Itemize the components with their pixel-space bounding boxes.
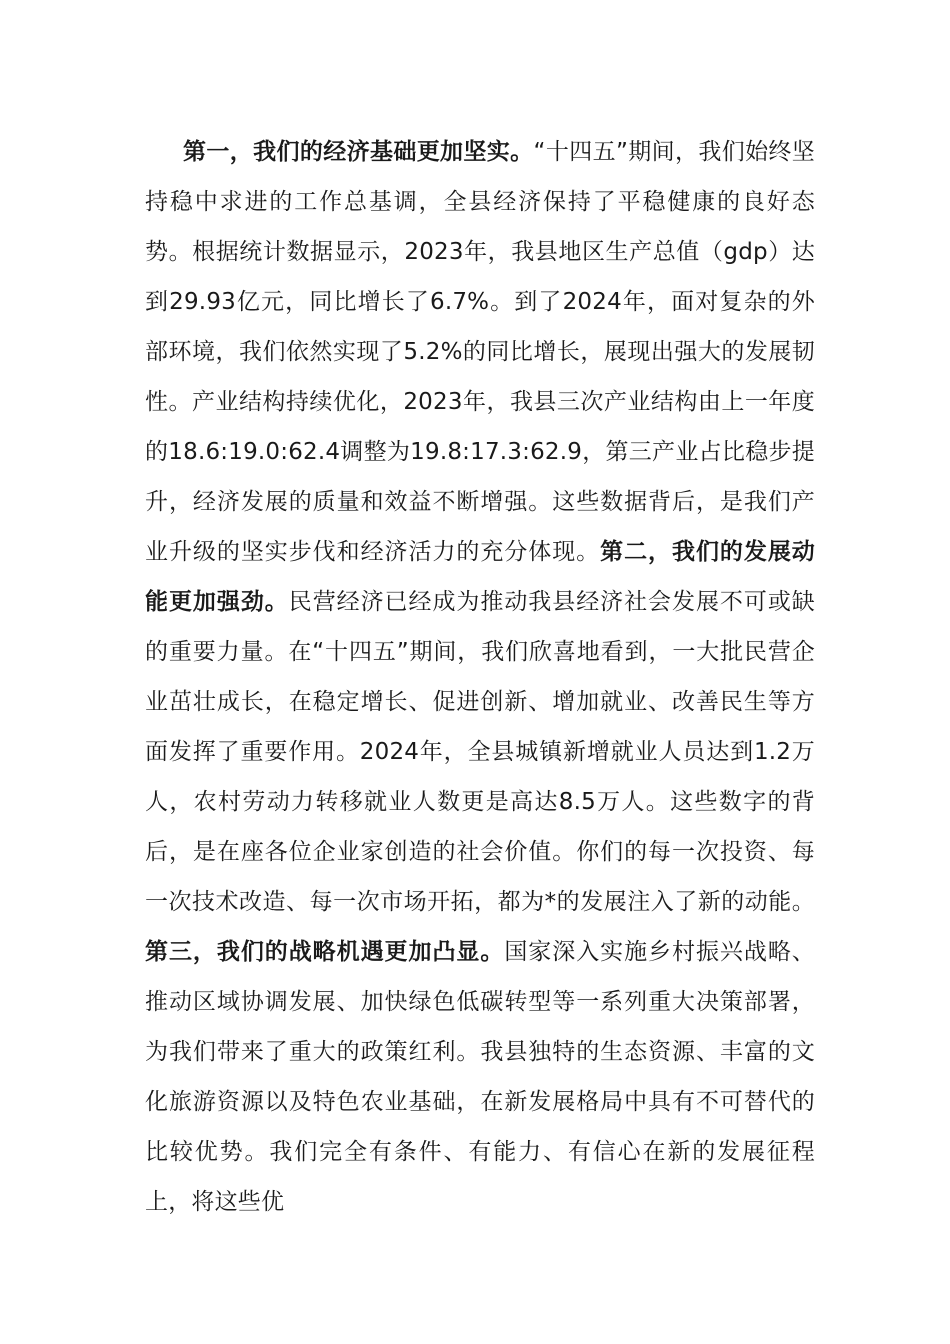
paragraph-text-3: 国家深入实施乡村振兴战略、推动区域协调发展、加快绿色低碳转型等一系列重大决策部署，为我们带来了重大的政策红利。我县独特的生态资源、丰富的文化旅游资源以及特色农业基础，在新发展格局中具有不可替代的比较优势。我们完全有条件、有能力、有信心在新的发展征程上，将这些优 bbox=[145, 939, 815, 1215]
paragraph-text-2: 民营经济已经成为推动我县经济社会发展不可或缺的重要力量。在“十四五”期间，我们欣喜地看到，一大批民营企业茁壮成长，在稳定增长、促进创新、增加就业、改善民生等方面发挥了重要作用。2024年，全县城镇新增就业人员达到1.2万人，农村劳动力转移就业人数更是高达8.5万人。这些数字的背后，是在座各位企业家创造的社会价值。你们的每一次投资、每一次技术改造、每一次市场开拓，都为*的发展注入了新的动能。 bbox=[145, 589, 815, 915]
paragraph-text-1: “十四五”期间，我们始终坚持稳中求进的工作总基调，全县经济保持了平稳健康的良好态势。根据统计数据显示，2023年，我县地区生产总值（gdp）达到29.93亿元，同比增长了6.7%。到了2024年，面对复杂的外部环境，我们依然实现了5.2%的同比增长，展现出强大的发展韧性。产业结构持续优化，2023年，我县三次产业结构由上一年度的18.6:19.0:62.4调整为19.8:17.3:62.9，第三产业占比稳步提升，经济发展的质量和效益不断增强。这些数据背后，是我们产业升级的坚实步伐和经济活力的充分体现。 bbox=[145, 139, 816, 565]
body-paragraph bbox=[145, 127, 815, 1227]
heading-point-1: 第一，我们的经济基础更加坚实。 bbox=[183, 139, 534, 165]
heading-point-3: 第三，我们的战略机遇更加凸显。 bbox=[145, 939, 505, 965]
heading-point-2: 第二，我们的发展动能更加强劲。 bbox=[145, 539, 815, 615]
